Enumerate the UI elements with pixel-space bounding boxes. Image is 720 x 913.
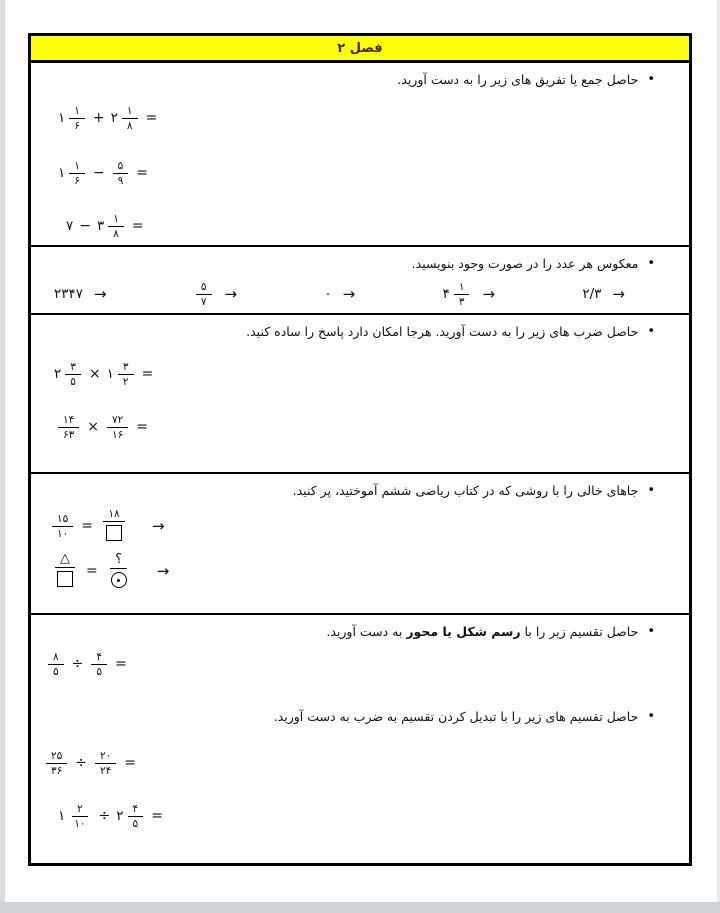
fraction: $\frac{۱۴}{۶۳}$: [58, 414, 79, 441]
section-division: [31, 615, 689, 863]
number: ۱: [58, 110, 66, 127]
arrow-icon: →: [612, 285, 625, 304]
worksheet-table: [28, 33, 692, 866]
arrow-icon: →: [482, 285, 496, 304]
instruction-line: [31, 615, 689, 641]
operator: =: [131, 218, 144, 235]
section-reciprocals: [31, 247, 689, 315]
instruction-text: [326, 624, 638, 641]
reciprocal-item: [581, 281, 625, 308]
instruction-text: حاصل تقسیم های زیر را با تبدیل کردن تقسیم به ضرب به دست آورید.: [273, 708, 639, 724]
fraction: $\frac{۲۰}{۲۴}$: [95, 750, 116, 777]
bullet-icon: •: [647, 624, 655, 639]
instruction-line: [31, 63, 689, 89]
fraction: $\frac{۱}{۶}$: [69, 160, 85, 187]
number: ۱: [106, 366, 114, 383]
reciprocal-item: [193, 281, 237, 308]
instruction-pre: حاصل تقسیم زیر را با: [520, 624, 639, 639]
fraction: $\frac{۵}{۷}$: [196, 281, 212, 308]
operator: ÷: [71, 656, 84, 673]
triangle-icon: △: [60, 550, 70, 566]
number: ۲: [110, 110, 118, 127]
fraction: $\frac{۵}{۹}$: [113, 160, 129, 187]
reciprocal-item: [442, 281, 495, 308]
fraction: $\frac{۱}{۶}$: [69, 105, 85, 132]
bullet-icon: •: [647, 324, 655, 339]
reciprocal-item: [323, 281, 355, 308]
blank-box-icon: [106, 525, 122, 541]
instruction-text: معکوس هر عدد را در صورت وجود بنویسید.: [411, 256, 639, 271]
number: ۰: [324, 286, 332, 303]
operator: ÷: [98, 808, 111, 825]
fraction: $\frac{۲}{۱۰}$: [69, 803, 90, 830]
fraction: $\frac{۸}{۵}$: [48, 651, 64, 678]
operator: −: [92, 165, 105, 182]
fraction: $\frac{۲۵}{۳۶}$: [46, 750, 67, 777]
operator: =: [115, 656, 127, 673]
arrow-icon: →: [152, 517, 165, 536]
instruction-bold: رسم شکل یا محور: [406, 624, 521, 639]
reciprocal-item: [53, 281, 107, 308]
number: ۴: [442, 286, 450, 303]
fraction: $\frac{۱}{۳}$: [454, 281, 470, 308]
operator: ×: [88, 366, 101, 383]
math-expression: [43, 750, 689, 777]
page-edge-left: [0, 0, 5, 913]
fraction: $\frac{۱}{۸}$: [122, 105, 138, 132]
page-edge-bottom: [0, 902, 720, 913]
instruction-line: [31, 247, 689, 273]
fraction: [106, 552, 132, 589]
bullet-icon: •: [647, 483, 655, 498]
section-multiplication: [31, 315, 689, 474]
math-expression: [57, 803, 689, 830]
number: ۲: [54, 366, 62, 383]
arrow-icon: →: [342, 285, 356, 304]
math-expression: [53, 361, 689, 388]
fraction: $\frac{۱۵}{۱۰}$: [52, 513, 73, 540]
question-mark: ؟: [115, 552, 123, 568]
arrow-icon: →: [94, 285, 107, 304]
math-expression: [65, 213, 689, 240]
operator: ÷: [75, 755, 88, 772]
arrow-icon: →: [224, 285, 238, 304]
number: ۷: [66, 218, 74, 235]
operator: −: [79, 218, 91, 235]
bullet-icon: •: [647, 708, 655, 724]
section-addition-subtraction: [31, 63, 689, 247]
chapter-header-bar: [31, 36, 689, 63]
chapter-title: فصل ۲: [337, 40, 383, 56]
number: ۲: [116, 808, 124, 825]
operator: =: [81, 518, 94, 535]
fraction: [52, 551, 78, 591]
operator: =: [145, 110, 158, 127]
blank-box-icon: [57, 571, 73, 587]
math-expression: [57, 160, 689, 187]
instruction-text: حاصل ضرب های زیر را به دست آورید. هرجا امکان دارد پاسخ را ساده کنید.: [246, 324, 639, 339]
fraction: $\frac{۷۲}{۱۶}$: [107, 414, 128, 441]
fraction: $\frac{۳}{۲}$: [118, 361, 134, 388]
fraction: $\frac{۱}{۸}$: [108, 213, 124, 240]
operator: =: [136, 419, 149, 436]
instruction-post: به دست آورید.: [326, 624, 407, 639]
math-expression: [55, 414, 689, 441]
bullet-icon: •: [647, 256, 655, 271]
number: ۱: [58, 808, 66, 825]
reciprocal-items-row: [53, 281, 625, 308]
arrow-icon: →: [156, 561, 170, 580]
math-expression: [45, 651, 689, 678]
fraction: $\frac{۴}{۵}$: [91, 651, 107, 678]
section-fill-blanks: [31, 474, 689, 615]
number: ۱: [58, 165, 66, 182]
fraction: $\frac{۳}{۵}$: [65, 361, 81, 388]
instruction-line: [31, 700, 689, 726]
fraction: ۱۸: [101, 508, 127, 545]
operator: +: [92, 110, 105, 127]
instruction-line: [31, 474, 689, 500]
number: ۲/۳: [582, 286, 602, 303]
operator: ×: [87, 419, 100, 436]
operator: =: [136, 165, 149, 182]
instruction-line: [31, 315, 689, 341]
number: ۲۳۴۷: [54, 286, 84, 303]
number: ۳: [97, 218, 105, 235]
operator: =: [86, 562, 98, 579]
instruction-text: جاهای خالی را با روشی که در کتاب ریاضی ششم آموختید، پر کنید.: [292, 483, 639, 498]
math-expression: [49, 508, 689, 545]
math-expression: [57, 105, 689, 132]
instruction-text: حاصل جمع یا تفریق های زیر را به دست آورید.: [397, 72, 639, 87]
fraction: $\frac{۴}{۵}$: [128, 803, 144, 830]
operator: =: [141, 366, 154, 383]
circle-dot-icon: [111, 572, 127, 588]
operator: =: [151, 808, 163, 825]
operator: =: [124, 755, 137, 772]
math-expression: [49, 551, 689, 591]
bullet-icon: •: [647, 72, 655, 87]
